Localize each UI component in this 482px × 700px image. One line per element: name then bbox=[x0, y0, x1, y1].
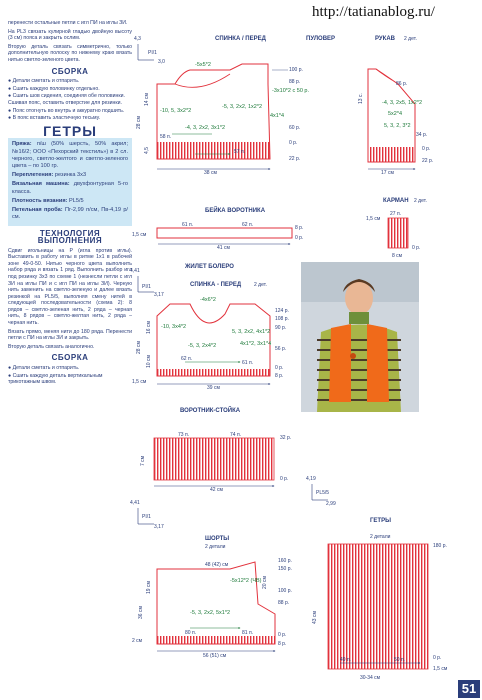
sleeve-f3: 5, 3, 2, 3*2 bbox=[384, 123, 411, 129]
stand-42: 42 см bbox=[210, 487, 223, 493]
vest-diagram bbox=[130, 264, 289, 391]
vest-0: 0 р. bbox=[275, 365, 284, 371]
shorts-f2: -5, 3, 2х2, 5х1*2 bbox=[190, 610, 231, 616]
tech-p2: Вязать прямо, меняя нити до 180 ряда. Перенести петли с ПИ на иглы ЗИ и закрыть. bbox=[8, 328, 132, 342]
front-formula4: -10, 5, 3х2*2 bbox=[160, 108, 192, 114]
collar-band-diagram bbox=[132, 206, 303, 251]
pocket-15: 1,5 см bbox=[366, 216, 381, 222]
page-number: 51 bbox=[458, 680, 480, 698]
vest-16: 16 см bbox=[146, 321, 152, 334]
gaiters-15: 1,5 см bbox=[433, 666, 448, 672]
assembly-item: ● Сшить каждую деталь вертикальным трикотажным швом. bbox=[8, 372, 103, 386]
front-formula2: -3х10*2 с 50 р. bbox=[272, 88, 309, 94]
vest-15: 1,5 см bbox=[132, 379, 147, 385]
val-441b: 4,41 bbox=[130, 500, 140, 506]
front-title: СПИНКА / ПЕРЕД bbox=[215, 36, 266, 42]
collar-41: 41 см bbox=[217, 245, 230, 251]
front-38: 38 см bbox=[204, 170, 217, 176]
text-p1: перенести остальные петли с игл ПИ на иглы ЗИ. bbox=[8, 20, 128, 26]
shorts-160: 160 р. bbox=[278, 558, 292, 564]
gaiters-size: 30-34 см bbox=[360, 675, 381, 681]
stand-32: 32 р. bbox=[280, 435, 292, 441]
sleeve-title: РУКАВ bbox=[375, 36, 395, 42]
pocket-8: 8 см bbox=[392, 253, 403, 259]
vest-62: 62 п. bbox=[181, 356, 193, 362]
val-30: 3,0 bbox=[158, 59, 165, 65]
shorts-19: 19 см bbox=[146, 581, 152, 594]
shorts-100: 100 р. bbox=[278, 588, 292, 594]
gaiters-diagram bbox=[306, 476, 448, 681]
collar-61: 61 п. bbox=[182, 222, 194, 228]
shorts-8: 8 р. bbox=[278, 641, 287, 647]
val-317b: 3,17 bbox=[154, 524, 164, 530]
assembly-item: ● Пояс отогнуть во внутрь и аккуратно подшить. bbox=[8, 107, 125, 114]
front-60: 60 р. bbox=[289, 125, 301, 131]
gaiters-43: 43 см bbox=[312, 611, 318, 624]
assembly2-list bbox=[8, 365, 132, 386]
shorts-sub: 2 детали bbox=[205, 544, 226, 550]
vest-39: 39 см bbox=[207, 385, 220, 391]
vest-f4: -5, 3, 2х4*2 bbox=[188, 343, 217, 349]
label-pi1-shorts: PI/1 bbox=[142, 514, 151, 520]
front-100: 100 р. bbox=[289, 67, 303, 73]
shorts-80: 80 п. bbox=[185, 630, 197, 636]
vest-28: 28 см bbox=[136, 341, 142, 354]
sleeve-f1: -4, 3, 2х5, 1х2*2 bbox=[382, 100, 423, 106]
shorts-title: ШОРТЫ bbox=[205, 536, 230, 542]
sleeve-0: 0 р. bbox=[422, 146, 431, 152]
assembly2-heading: СБОРКА bbox=[51, 353, 89, 363]
shorts-56: 56 (51) см bbox=[203, 653, 227, 659]
gaiters-title: ГЕТРЫ bbox=[370, 518, 391, 524]
front-formula5: -4, 3, 2х2, 3х1*2 bbox=[185, 125, 226, 131]
label-pl55: PL5/5 bbox=[316, 490, 330, 496]
shorts-22: 2 см bbox=[132, 638, 143, 644]
shorts-20: 20 см bbox=[262, 576, 268, 589]
materials-box: Пряжа: п/ш (50% шерсть, 50% акрил; №16/2; ООО «Пехорский текстиль») в 2 сл. черного, светло-желтого и светло-зеленого цвета – по 100 гр. Переплетения: резинка 3х3 Вязальная машина: двухфонтурная 5-го класса. Плотность вязания: PL5/5 Петельная проба: Пг-2,99 п/см, Пв-4,19 р/см. bbox=[8, 138, 132, 226]
pocket-diagram bbox=[366, 198, 427, 259]
assembly-item: ● В пояс вставить эластичную тесьму. bbox=[8, 115, 101, 122]
stand-73: 73 п. bbox=[178, 432, 190, 438]
vest-108: 108 р. bbox=[275, 316, 289, 322]
front-14: 14 см bbox=[144, 93, 150, 106]
gaiters-50: 50 п. bbox=[394, 657, 406, 663]
vest-8: 8 р. bbox=[275, 373, 284, 379]
front-88: 88 р. bbox=[289, 79, 301, 85]
vest-front-title: СПИНКА - ПЕРЕД bbox=[190, 282, 242, 288]
section-heading: ГЕТРЫ bbox=[43, 122, 97, 139]
assembly-item: ● Сшить шов сидения, соединяя обе половинки. Сшивая пояс, оставить отверстие для резинки. bbox=[8, 93, 125, 106]
shorts-150: 150 р. bbox=[278, 566, 292, 572]
front-28: 28 см bbox=[136, 116, 142, 129]
gaiters-sub: 2 детали bbox=[370, 534, 391, 540]
pocket-title: КАРМАН bbox=[383, 198, 409, 204]
website-url[interactable]: http://tatianablog.ru/ bbox=[312, 4, 435, 20]
shorts-48: 48 (42) см bbox=[205, 562, 229, 568]
sleeve-86: 86 р. bbox=[396, 81, 408, 87]
gaiters-0: 0 р. bbox=[433, 655, 442, 661]
sleeve-22: 22 р. bbox=[422, 158, 434, 164]
collar-title: БЕЙКА ВОРОТНИКА bbox=[205, 208, 266, 214]
assembly-item: ● Детали сметать и отпарить. bbox=[8, 78, 80, 85]
front-sub: ПУЛОВЕР bbox=[306, 36, 336, 42]
vest-f5: 4х1*2, 3х1*4 bbox=[240, 341, 272, 347]
front-back-diagram bbox=[134, 36, 335, 176]
tech-p3: Вторую деталь связать аналогично. bbox=[8, 343, 95, 350]
assembly-list bbox=[8, 78, 132, 122]
front-58: 58 п. bbox=[160, 134, 172, 140]
sleeve-sub: 2 дет. bbox=[404, 36, 417, 42]
vest-f1: -4х6*2 bbox=[200, 297, 216, 303]
front-45: 4,5 bbox=[144, 147, 150, 154]
val-419: 4,19 bbox=[306, 476, 316, 482]
stand-74: 74 п. bbox=[230, 432, 242, 438]
text-p2: На PL3 связать кулирной гладью двойную высоту (3 см) пояса и закрыть ослим. bbox=[8, 28, 132, 42]
stand-collar-diagram bbox=[140, 406, 291, 493]
vest-f2: -10, 3х4*2 bbox=[161, 324, 187, 330]
stand-title: ВОРОТНИК-СТОЙКА bbox=[180, 408, 241, 414]
tech-p1: Сдвиг игольницы на P (игла против иглы). Выставить в работу иглы в ритме 1х1 в рабочей зоне 49-0-50. Нитью черного цвета выполнить набор ряда и вязать 1 ряд. Выполнить разбор игл под резинку 3х3 по схеме 1 (незнесли петли с игл ЗИ на иглы ПИ и с игл ПИ на иглы ЗИ). Черную нить заменить на светло-зеленую и далее вязать резинкой на PL5/5, выполняя смену нитей в следующей последовательности (схема 2): 8 рядов – светло-зеленая нить, 2 ряда – черная нить, 8 рядов – светло-желтая нить, 2 ряда – черная нить. bbox=[8, 247, 132, 327]
vest-90: 90 р. bbox=[275, 325, 287, 331]
text-p3: Вторую деталь связать симметрично, только дополнительную полоску по нижнему краю вязать нитью светло-зеленого цвета. bbox=[8, 43, 132, 63]
assembly-heading: СБОРКА bbox=[51, 66, 89, 76]
gaiters-49: 49 п. bbox=[340, 657, 352, 663]
assembly-item: ● Сшить каждую половинку отдельно. bbox=[8, 85, 100, 92]
val-43: 4,3 bbox=[134, 36, 141, 42]
sleeve-34: 34 р. bbox=[416, 132, 428, 138]
model-photo bbox=[301, 262, 419, 412]
shorts-81: 81 п. bbox=[242, 630, 254, 636]
vest-124: 124 р. bbox=[275, 308, 289, 314]
front-4x14: 4х1*4 bbox=[270, 113, 285, 119]
pocket-27: 27 п. bbox=[390, 211, 402, 217]
val-299: 2,99 bbox=[326, 501, 336, 507]
sleeve-diagram bbox=[358, 36, 433, 176]
stand-7: 7 см bbox=[140, 455, 146, 466]
vest-61: 61 п. bbox=[242, 360, 254, 366]
pocket-0: 0 р. bbox=[412, 245, 421, 251]
pocket-sub: 2 дет. bbox=[414, 198, 427, 204]
front-22: 22 р. bbox=[289, 156, 301, 162]
vest-f3: 5, 3, 2х2, 4х1*2 bbox=[232, 329, 271, 335]
vest-front-sub: 2 дет. bbox=[254, 282, 267, 288]
label-pi1: PI/1 bbox=[148, 50, 157, 56]
collar-0: 0 р. bbox=[295, 235, 304, 241]
assembly-item: ● Детали сметать и отпарить. bbox=[8, 365, 80, 372]
sleeve-f2: 5х2*4 bbox=[388, 111, 403, 117]
val-441: 4,41 bbox=[130, 268, 140, 274]
tech-heading: ТЕХНОЛОГИЯ ВЫПОЛНЕНИЯ bbox=[37, 229, 103, 245]
stand-0: 0 р. bbox=[280, 476, 289, 482]
text-column bbox=[8, 20, 132, 387]
vest-title: ЖИЛЕТ БОЛЕРО bbox=[185, 264, 234, 270]
sleeve-17: 17 см bbox=[381, 170, 394, 176]
vest-10: 10 см bbox=[146, 355, 152, 368]
label-pi1b: PI/1 bbox=[142, 284, 151, 290]
vest-56: 56 р. bbox=[275, 346, 287, 352]
collar-62: 62 п. bbox=[242, 222, 254, 228]
front-formula1: -5х5*2 bbox=[195, 62, 211, 68]
sleeve-13: 13 с. bbox=[358, 93, 364, 104]
shorts-diagram bbox=[130, 500, 292, 659]
shorts-f1: -5х12*2 (ЧВ) bbox=[230, 578, 262, 584]
shorts-36: 36 см bbox=[138, 606, 144, 619]
front-0: 0 р. bbox=[289, 140, 298, 146]
gaiters-180: 180 р. bbox=[433, 543, 447, 549]
shorts-88: 88 р. bbox=[278, 600, 290, 606]
front-formula3: -5, 3, 2х2, 1х2*2 bbox=[222, 104, 263, 110]
collar-8: 8 р. bbox=[295, 225, 304, 231]
shorts-0: 0 р. bbox=[278, 632, 287, 638]
front-57: 57 п. bbox=[234, 149, 246, 155]
collar-15: 1,5 см bbox=[132, 232, 147, 238]
val-317: 3,17 bbox=[154, 292, 164, 298]
